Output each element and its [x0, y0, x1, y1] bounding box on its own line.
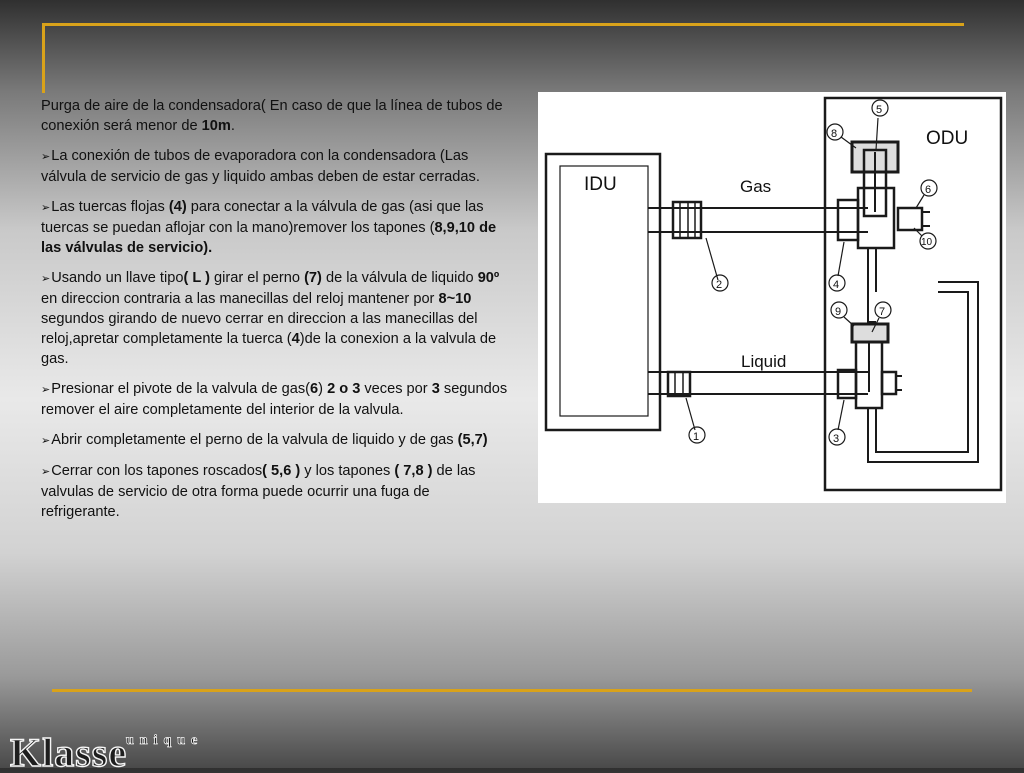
bullet-6: ➢Cerrar con los tapones roscados( 5,6 ) y los tapones ( 7,8 ) de las valvulas de servicio de otra forma puede ocurrir una fuga de refrigerante. [41, 463, 476, 520]
callout-10: 10 [921, 237, 933, 248]
bullet-4: ➢Presionar el pivote de la valvula de gas(6) 2 o 3 veces por 3 segundos remover el aire completamente del interior de la valvula. [41, 381, 508, 418]
bottom-accent-rule [52, 689, 972, 692]
idu-box [546, 154, 660, 430]
callout-2: 2 [716, 279, 723, 291]
flare-nut-4 [838, 200, 858, 240]
refrigerant-piping-diagram [538, 92, 1006, 503]
svg-text:Klasse: Klasse [10, 730, 128, 768]
arrow-bullet-icon: ➢ [41, 435, 51, 447]
liquid-label: Liquid [741, 352, 787, 371]
arrow-bullet-icon: ➢ [41, 151, 51, 163]
flare-nut-1 [668, 372, 690, 396]
bullet-5: ➢Abrir completamente el perno de la valvula de liquido y de gas (5,7) [41, 432, 488, 448]
callout-7: 7 [879, 306, 886, 318]
gas-label: Gas [740, 177, 772, 196]
intro-paragraph: Purga de aire de la condensadora( En caso de que la línea de tubos de conexión será menor de 10m. [41, 98, 503, 134]
odu-label: ODU [926, 128, 969, 149]
instructions-text [41, 96, 511, 532]
arrow-bullet-icon: ➢ [41, 466, 51, 478]
callout-5: 5 [876, 104, 883, 116]
top-accent-rule [42, 23, 964, 26]
arrow-bullet-icon: ➢ [41, 202, 51, 214]
bullet-2: ➢Las tuercas flojas (4) para conectar a la válvula de gas (asi que las tuercas se puedan aflojar con la mano)remover los tapones (8,9,10 de las válvulas de servicio). [41, 199, 497, 256]
idu-label: IDU [584, 174, 617, 195]
svg-text:unique: unique [126, 733, 204, 748]
callout-8: 8 [831, 128, 838, 140]
arrow-bullet-icon: ➢ [41, 273, 51, 285]
callout-6: 6 [925, 184, 932, 196]
callout-3: 3 [833, 433, 840, 445]
bullet-1: ➢La conexión de tubos de evaporadora con la condensadora (Las válvula de servicio de gas y liquido ambas deben de estar cerradas. [41, 148, 480, 185]
cap-9 [852, 324, 888, 342]
callout-1: 1 [693, 431, 700, 443]
bullet-3: ➢Usando un llave tipo( L ) girar el perno (7) de la válvula de liquido 90º en direccion contraria a las manecillas del reloj mantener por 8~10 segundos girando de nuevo cerrar en direccion a las manecillas del reloj,apretar completamente la tuerca (4)de la conexion a la valvula de gas. [41, 270, 500, 367]
arrow-bullet-icon: ➢ [41, 384, 51, 396]
klasse-logo [6, 728, 296, 768]
left-accent-rule [42, 23, 45, 93]
service-port-6 [898, 208, 922, 230]
callout-4: 4 [833, 279, 840, 291]
callout-9: 9 [835, 306, 842, 318]
